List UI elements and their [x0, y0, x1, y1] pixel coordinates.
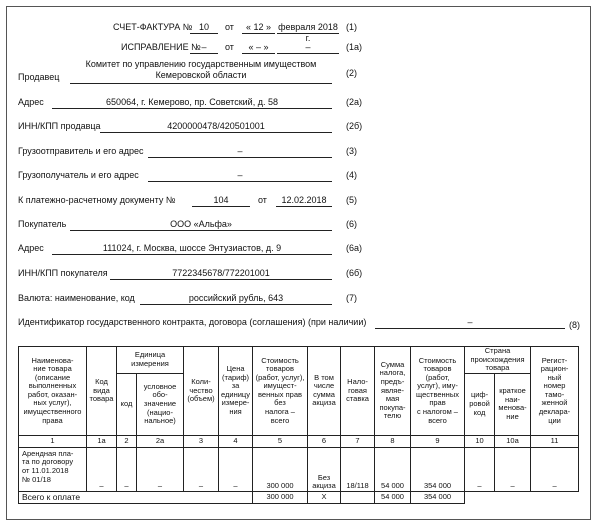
correction-day: « – » — [242, 42, 275, 54]
row-col-7: 18/118 — [341, 447, 375, 491]
seller-inn-label: ИНН/КПП продавца — [18, 121, 101, 131]
invoice-date-from: от — [225, 22, 234, 32]
col-number: 9 — [411, 435, 465, 447]
buyer-value: ООО «Альфа» — [70, 219, 332, 231]
header-col-5: Стоимость товаров (работ, услуг), имущест- венных прав без налога – всего — [253, 347, 308, 436]
total-col-8: 54 000 — [375, 491, 411, 503]
code-6a: (6а) — [346, 243, 363, 253]
row-col-1a: – — [87, 447, 117, 491]
col-number: 3 — [184, 435, 219, 447]
seller-inn-value: 4200000478/420501001 — [100, 121, 332, 133]
payment-doc-from: от — [258, 195, 267, 205]
seller-address-label: Адрес — [18, 97, 44, 107]
col-number: 11 — [531, 435, 579, 447]
code-1a: (1а) — [346, 42, 363, 52]
row-col-2a: – — [137, 447, 184, 491]
code-6: (6) — [346, 219, 357, 229]
col-number: 5 — [253, 435, 308, 447]
header-col-10a: краткое наи- менова- ние — [495, 373, 531, 435]
code-1: (1) — [346, 22, 357, 32]
row-col-10a: – — [495, 447, 531, 491]
seller-address-value: 650064, г. Кемерово, пр. Советский, д. 58 — [52, 97, 332, 109]
total-row — [19, 491, 579, 503]
invoice-table — [18, 346, 579, 504]
total-col-5: 300 000 — [253, 491, 308, 503]
invoice-number: 10 — [190, 22, 218, 34]
correction-date: – — [277, 42, 339, 54]
row-col-9: 354 000 — [411, 447, 465, 491]
invoice-month-year: февраля 2018 г. — [278, 22, 338, 43]
header-col-7: Нало- говая ставка — [341, 347, 375, 436]
row-item-name: Арендная пла- та по договору от 11.01.2018 № 01/18 — [19, 447, 87, 491]
currency-value: российский рубль, 643 — [140, 293, 332, 305]
col-number: 2а — [137, 435, 184, 447]
seller-value: Комитет по управлению государственным имуществом Кемеровской области — [70, 59, 332, 84]
invoice-title-label: СЧЕТ-ФАКТУРА № — [113, 22, 193, 32]
code-8: (8) — [569, 320, 580, 330]
code-3: (3) — [346, 146, 357, 156]
row-col-4: – — [219, 447, 253, 491]
col-number: 10а — [495, 435, 531, 447]
consignee-label: Грузополучатель и его адрес — [18, 170, 139, 180]
header-col-8: Сумма налога, предъ- являе- мая покупа- телю — [375, 347, 411, 436]
header-country-group: Страна происхождения товара — [465, 347, 531, 374]
row-col-6: Без акциза — [308, 447, 341, 491]
header-col-11: Регист- рацион- ный номер тамо- женной деклара- ции — [531, 347, 579, 436]
currency-label: Валюта: наименование, код — [18, 293, 135, 303]
code-2b: (2б) — [346, 121, 363, 131]
shipper-value: – — [148, 146, 332, 158]
header-col-10: циф- ровой код — [465, 373, 495, 435]
correction-number: – — [190, 42, 218, 54]
contract-value: – — [375, 317, 565, 329]
row-col-11: – — [531, 447, 579, 491]
header-col-1a: Код вида товара — [87, 347, 117, 436]
header-col-1: Наименова- ние товара (описание выполненных работ, оказан- ных услуг), имущественного права — [19, 347, 87, 436]
code-5: (5) — [346, 195, 357, 205]
total-col-6: Х — [308, 491, 341, 503]
total-col-9: 354 000 — [411, 491, 465, 503]
buyer-address-value: 111024, г. Москва, шоссе Энтузиастов, д. 9 — [52, 243, 332, 255]
seller-label: Продавец — [18, 72, 60, 82]
code-4: (4) — [346, 170, 357, 180]
buyer-label: Покупатель — [18, 219, 67, 229]
correction-label: ИСПРАВЛЕНИЕ № — [121, 42, 201, 52]
header-col-4: Цена (тариф) за единицу измере- ния — [219, 347, 253, 436]
contract-label: Идентификатор государственного контракта, договора (соглашения) (при наличии) — [18, 317, 367, 327]
col-number: 6 — [308, 435, 341, 447]
buyer-inn-label: ИНН/КПП покупателя — [18, 268, 108, 278]
header-col-2a: условное обо- значение (нацио- нальное) — [137, 373, 184, 435]
row-col-2: – — [117, 447, 137, 491]
payment-doc-date: 12.02.2018 — [276, 195, 332, 207]
correction-date-from: от — [225, 42, 234, 52]
col-number: 2 — [117, 435, 137, 447]
code-7: (7) — [346, 293, 357, 303]
total-label: Всего к оплате — [19, 491, 253, 503]
total-trailing-empty — [465, 491, 579, 503]
payment-doc-label: К платежно-расчетному документу № — [18, 195, 176, 205]
row-col-5: 300 000 — [253, 447, 308, 491]
header-unit-group: Единица измерения — [117, 347, 184, 374]
col-number: 1 — [19, 435, 87, 447]
col-number: 10 — [465, 435, 495, 447]
payment-doc-number: 104 — [192, 195, 250, 207]
code-6b: (6б) — [346, 268, 363, 278]
col-number: 1а — [87, 435, 117, 447]
total-col-7-empty — [341, 491, 375, 503]
row-col-8: 54 000 — [375, 447, 411, 491]
buyer-inn-value: 7722345678/772201001 — [110, 268, 332, 280]
header-col-2: код — [117, 373, 137, 435]
code-2a: (2а) — [346, 97, 363, 107]
shipper-label: Грузоотправитель и его адрес — [18, 146, 144, 156]
code-2: (2) — [346, 68, 357, 78]
header-col-9: Стоимость товаров (работ, услуг), иму- щественных прав с налогом – всего — [411, 347, 465, 436]
consignee-value: – — [148, 170, 332, 182]
row-col-3: – — [184, 447, 219, 491]
row-col-10: – — [465, 447, 495, 491]
invoice-day: « 12 » — [242, 22, 275, 34]
table-row — [19, 447, 579, 491]
col-number: 7 — [341, 435, 375, 447]
col-number: 8 — [375, 435, 411, 447]
col-number: 4 — [219, 435, 253, 447]
header-col-6: В том числе сумма акциза — [308, 347, 341, 436]
header-col-3: Коли- чество (объем) — [184, 347, 219, 436]
buyer-address-label: Адрес — [18, 243, 44, 253]
